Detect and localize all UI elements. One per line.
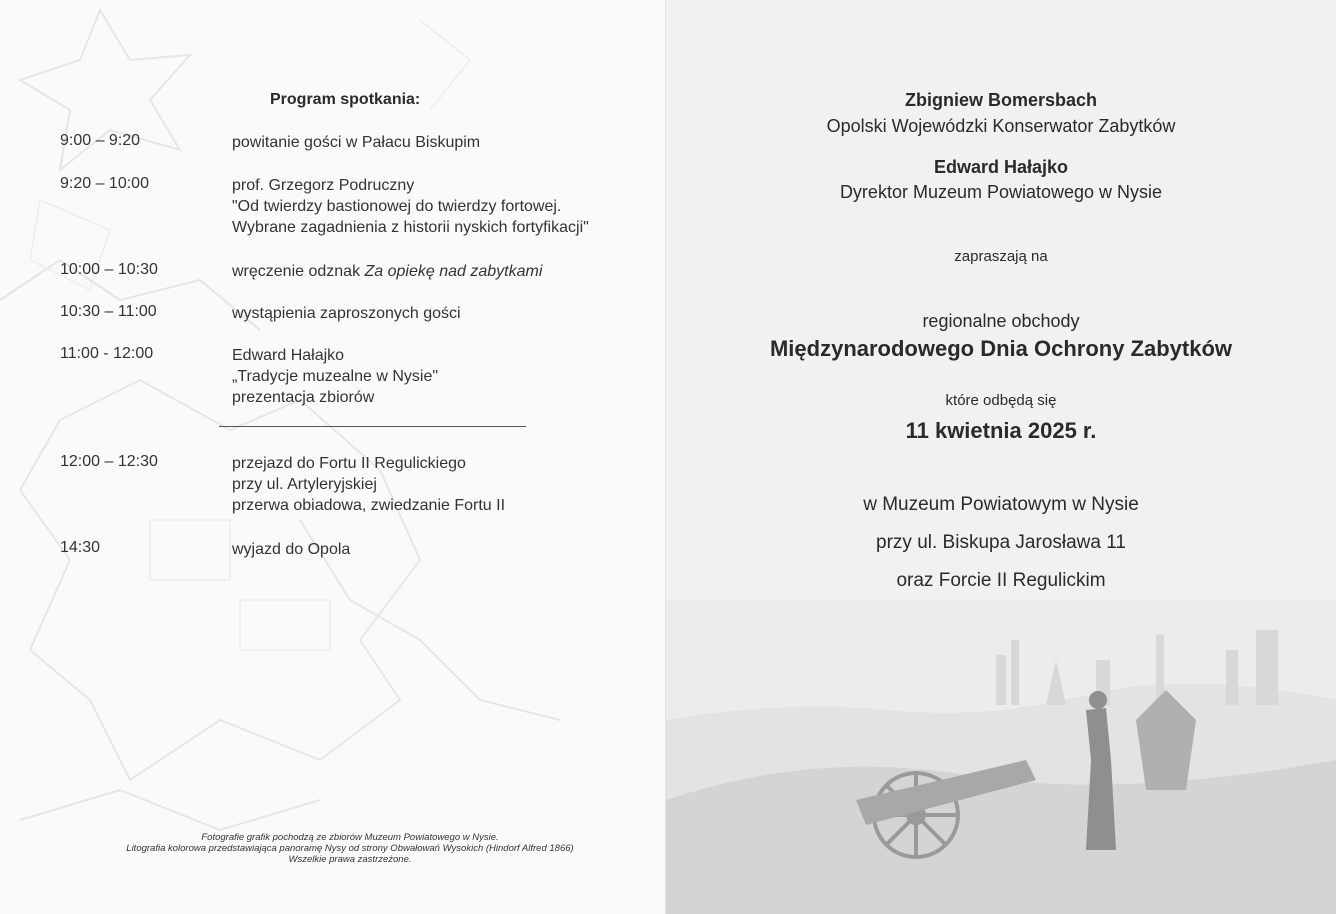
description-line: prezentacja zbiorów xyxy=(232,389,375,406)
description-line: Wybrane zagadnienia z historii nyskich fortyfikacji" xyxy=(232,219,589,236)
venue-line: w Muzeum Powiatowym w Nysie xyxy=(863,494,1139,515)
host2-name: Edward Hałajko xyxy=(933,157,1069,177)
event-intro: regionalne obchody xyxy=(922,311,1080,331)
program-description xyxy=(232,303,652,324)
credits-line: Litografia kolorowa przedstawiająca panoramę Nysy od strony Obwałowań Wysokich (Hindorf Alfred 1866) xyxy=(126,843,574,854)
description-text: wręczenie odznak xyxy=(232,263,365,280)
host2-title: Dyrektor Muzeum Powiatowego w Nysie xyxy=(839,182,1163,202)
program-time: 10:30 – 11:00 xyxy=(60,303,157,320)
program-time: 10:00 – 10:30 xyxy=(60,261,158,278)
description-line: przerwa obiadowa, zwiedzanie Fortu II xyxy=(232,497,506,514)
description-line xyxy=(232,261,652,282)
description-line: „Tradycje muzealne w Nysie" xyxy=(232,368,439,385)
credits-line: Wszelkie prawa zastrzeżone. xyxy=(288,854,412,865)
description-line: Edward Hałajko xyxy=(232,347,345,364)
program-description xyxy=(232,453,652,516)
credits-line: Fotografie grafik pochodzą ze zbiorów Muzeum Powiatowego w Nysie. xyxy=(201,832,499,843)
description-line: wystąpienia zaproszonych gości xyxy=(232,305,461,322)
invitation-panel xyxy=(666,0,1336,914)
program-time: 14:30 xyxy=(60,539,101,556)
program-description xyxy=(232,539,652,560)
program-time: 9:00 – 9:20 xyxy=(60,132,141,149)
divider xyxy=(219,426,526,427)
program-description xyxy=(232,175,652,238)
program-description xyxy=(232,261,652,282)
image-credits xyxy=(60,832,640,865)
event-name: Międzynarodowego Dnia Ochrony Zabytków xyxy=(769,336,1233,361)
description-line: prof. Grzegorz Podruczny xyxy=(232,177,415,194)
description-line: przy ul. Artyleryjskiej xyxy=(232,476,377,493)
host1-title: Opolski Wojewódzki Konserwator Zabytków xyxy=(826,116,1176,136)
award-name: Za opiekę nad zabytkami xyxy=(364,263,543,280)
description-line: wyjazd do Opola xyxy=(232,541,351,558)
description-line: "Od twierdzy bastionowej do twierdzy fortowej. xyxy=(232,198,562,215)
program-description xyxy=(232,345,652,408)
event-date: 11 kwietnia 2025 r. xyxy=(905,418,1097,443)
invite-text: zapraszają na xyxy=(954,248,1048,265)
program-time: 12:00 – 12:30 xyxy=(60,453,158,470)
venue-line: oraz Forcie II Regulickim xyxy=(896,570,1106,591)
cannon-engraving-illustration xyxy=(666,600,1336,914)
program-time: 11:00 - 12:00 xyxy=(60,345,154,362)
description-line: powitanie gości w Pałacu Biskupim xyxy=(232,134,481,151)
program-title: Program spotkania: xyxy=(270,91,421,108)
venue-line: przy ul. Biskupa Jarosława 11 xyxy=(876,532,1126,553)
program-panel xyxy=(0,0,666,914)
program-description xyxy=(232,132,652,153)
host1-name: Zbigniew Bomersbach xyxy=(904,90,1098,110)
description-line: przejazd do Fortu II Regulickiego xyxy=(232,455,466,472)
date-intro: które odbędą się xyxy=(945,392,1057,409)
program-time: 9:20 – 10:00 xyxy=(60,175,149,192)
